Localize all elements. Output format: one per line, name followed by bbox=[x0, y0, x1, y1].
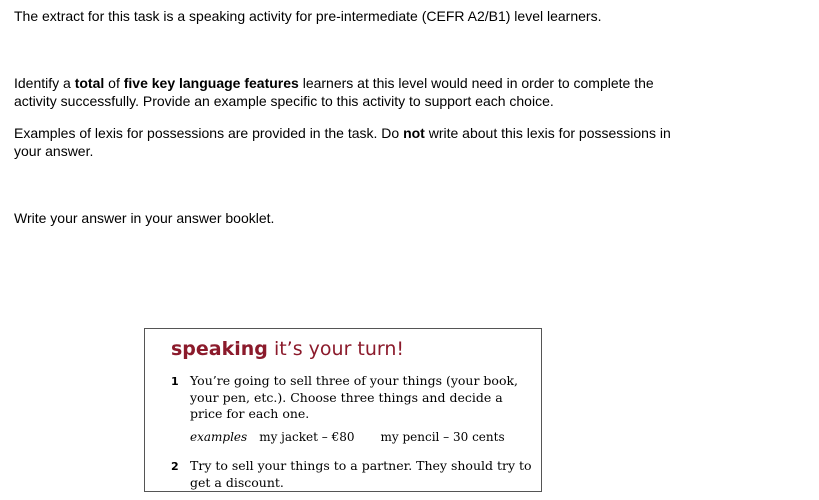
task-item-1-number: 1 bbox=[171, 375, 179, 388]
task-title-rest: it’s your turn! bbox=[273, 338, 405, 360]
example-1: my jacket – €80 bbox=[259, 430, 355, 444]
identify-instruction bbox=[14, 74, 694, 110]
task-item-2-number: 2 bbox=[171, 460, 179, 473]
lexis-not-bold: not bbox=[403, 125, 425, 141]
example-2: my pencil – 30 cents bbox=[380, 430, 505, 444]
task-item-1-text: You’re going to sell three of your things (your book, your pen, etc.). Choose three things and decide a price for each one. bbox=[190, 373, 519, 421]
lexis-instruction bbox=[14, 124, 694, 160]
intro-text: The extract for this task is a speaking activity for pre-intermediate (CEFR A2/B1) level learners. bbox=[14, 8, 602, 24]
identify-text-of: of bbox=[104, 75, 124, 91]
lexis-text-pre: Examples of lexis for possessions are provided in the task. Do bbox=[14, 125, 404, 141]
identify-text-pre: Identify a bbox=[14, 75, 75, 91]
lexis-text-post: write about this lexis for possessions in your answer. bbox=[14, 125, 671, 159]
task-extract-box bbox=[144, 328, 542, 492]
task-title bbox=[171, 337, 404, 361]
identify-text-post: learners at this level would need in order to complete the activity successfully. Provide an example specific to this activity to support each choice. bbox=[14, 75, 654, 109]
identify-total-bold: total bbox=[74, 75, 105, 91]
examples-label: examples bbox=[190, 430, 248, 444]
task-item-2-text: Try to sell your things to a partner. They should try to get a discount. bbox=[190, 458, 532, 490]
task-examples-row bbox=[190, 429, 505, 445]
task-title-bold: speaking bbox=[171, 338, 268, 360]
identify-features-bold: five key language features bbox=[123, 75, 299, 91]
answer-instruction: Write your answer in your answer booklet. bbox=[14, 210, 275, 226]
